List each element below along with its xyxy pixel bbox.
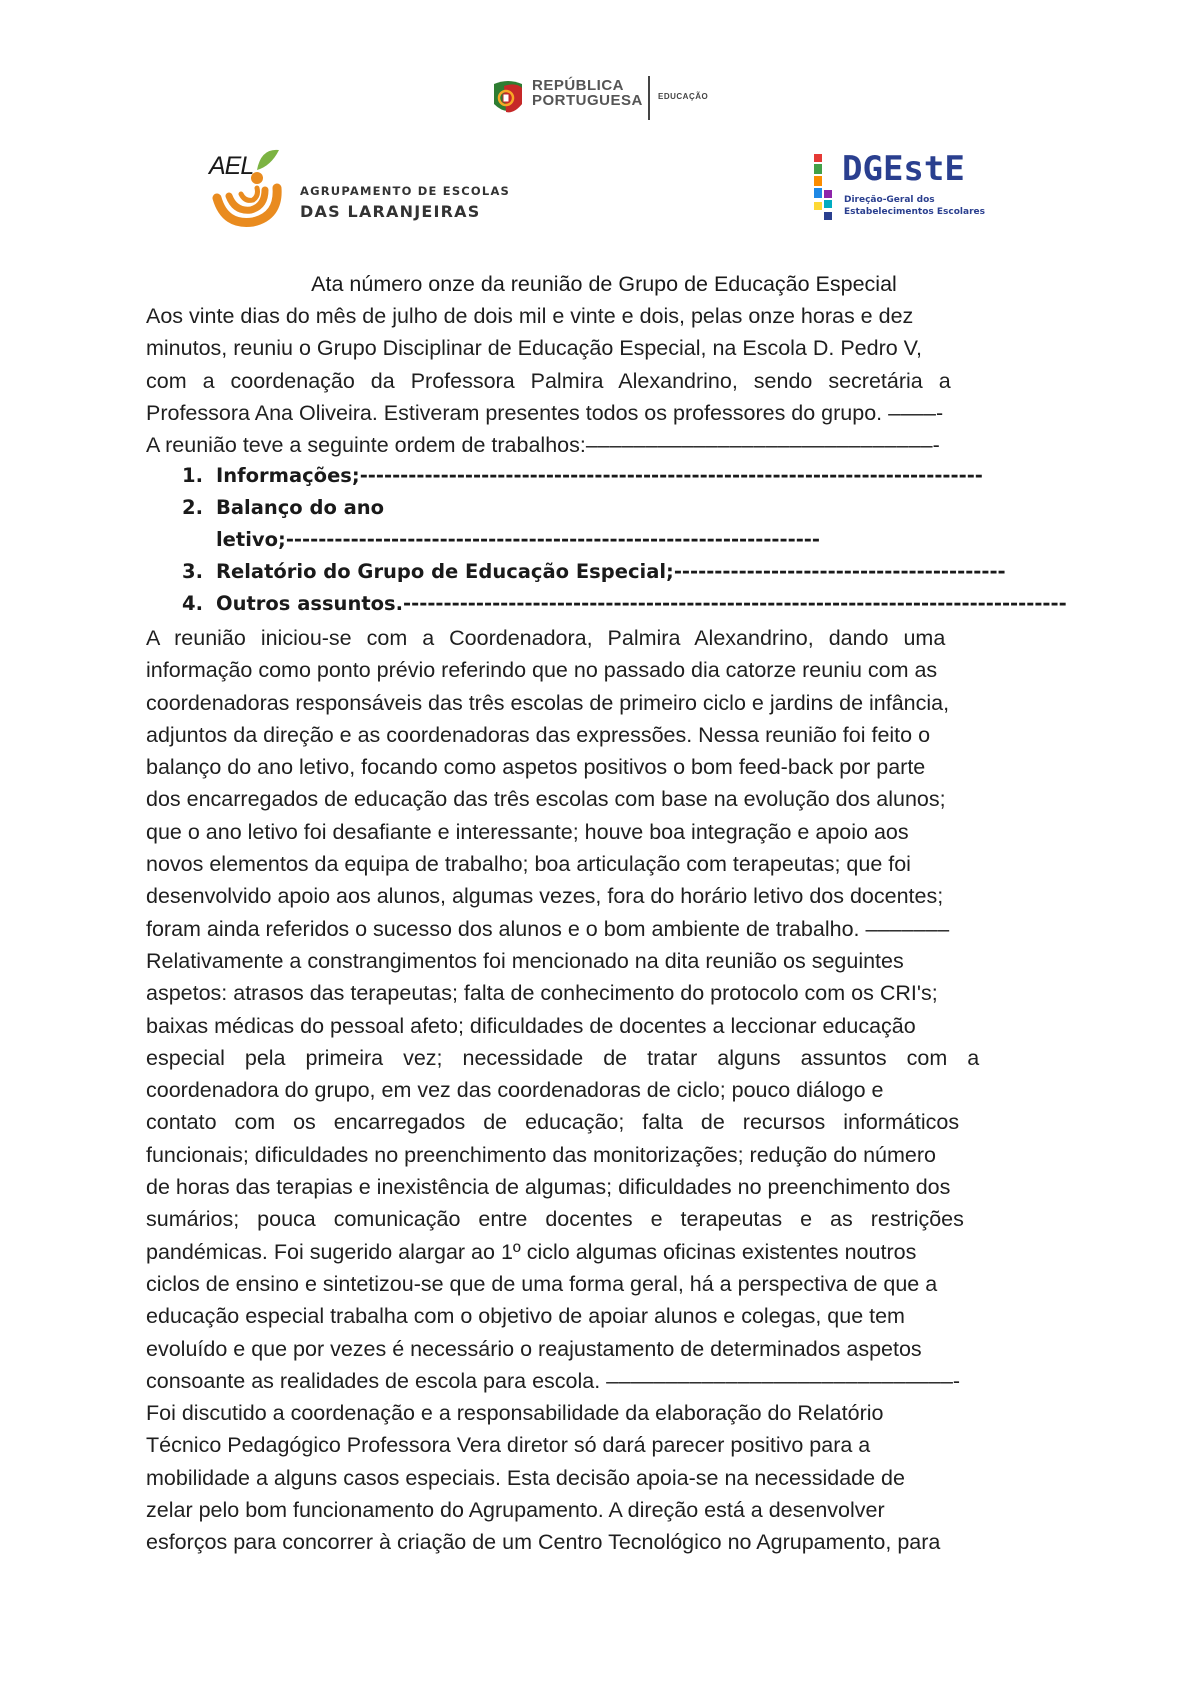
text-line: novos elementos da equipa de trabalho; boa articulação com terapeutas; que foi: [146, 852, 911, 877]
text-line: mobilidade a alguns casos especiais. Esta decisão apoia-se na necessidade de: [146, 1465, 905, 1490]
republica-text: REPÚBLICA PORTUGUESA: [532, 77, 643, 109]
text-line: contato com os encarregados de educação; falta de recursos informáticos: [146, 1110, 960, 1135]
document-title: Ata número onze da reunião de Grupo de Educação Especial: [311, 272, 897, 296]
text-line: coordenadoras responsáveis das três escolas de primeiro ciclo e jardins de infância,: [146, 690, 950, 715]
text-line: que o ano letivo foi desafiante e interessante; houve boa integração e apoio aos: [146, 819, 909, 844]
dgeste-squares-icon: [812, 150, 842, 230]
text-line: Aos vinte dias do mês de julho de dois mil e vinte e dois, pelas onze horas e dez: [146, 304, 914, 328]
text-line: coordenadora do grupo, em vez das coordenadoras de ciclo; pouco diálogo e: [146, 1078, 884, 1103]
intro-paragraph: [146, 300, 1062, 461]
text-line: adjuntos da direção e as coordenadoras das expressões. Nessa reunião foi feito o: [146, 722, 931, 747]
ael-line2: DAS LARANJEIRAS: [300, 202, 481, 221]
text-line: Foi discutido a coordenação e a responsabilidade da elaboração do Relatório: [146, 1401, 884, 1426]
text-line: sumários; pouca comunicação entre docentes e terapeutas e as restrições: [146, 1207, 964, 1232]
text-line: especial pela primeira vez; necessidade de tratar alguns assuntos com a: [146, 1045, 980, 1070]
text-line: informação como ponto prévio referindo que no passado dia catorze reuniu com as: [146, 658, 938, 683]
text-line: esforços para concorrer à criação de um Centro Tecnológico no Agrupamento, para: [146, 1530, 941, 1555]
ael-line1: AGRUPAMENTO DE ESCOLAS: [300, 184, 511, 198]
text-line: ciclos de ensino e sintetizou-se que de uma forma geral, há a perspectiva de que a: [146, 1271, 938, 1296]
text-line: evoluído e que por vezes é necessário o reajustamento de determinados aspetos: [146, 1336, 922, 1361]
text-line: minutos, reuniu o Grupo Disciplinar de Educação Especial, na Escola D. Pedro V,: [146, 336, 923, 361]
dgeste-logo: [812, 150, 1012, 235]
ael-mark-text: AEL: [209, 152, 254, 180]
agenda-item: 1. Informações;-----------------------------------------------------------------------------: [182, 464, 983, 487]
text-line: Professora Ana Oliveira. Estiveram presentes todos os professores do grupo. ––––-: [146, 400, 944, 425]
text-line: zelar pelo bom funcionamento do Agrupamento. A direção está a desenvolver: [146, 1498, 885, 1523]
text-line: com a coordenação da Professora Palmira Alexandrino, sendo secretária a: [146, 368, 951, 393]
agenda-item-continuation: letivo;------------------------------------------------------------------: [216, 528, 820, 551]
header-divider: [648, 76, 650, 120]
dgeste-title: DGEstE: [842, 149, 965, 189]
text-line: funcionais; dificuldades no preenchimento das monitorizações; redução do número: [146, 1142, 936, 1167]
text-line: Relativamente a constrangimentos foi mencionado na dita reunião os seguintes: [146, 948, 904, 973]
text-line: A reunião iniciou-se com a Coordenadora, Palmira Alexandrino, dando uma: [146, 626, 946, 650]
portugal-emblem-icon: [490, 76, 526, 120]
ael-school-logo: [205, 140, 515, 240]
text-line: desenvolvido apoio aos alunos, algumas vezes, fora do horário letivo dos docentes;: [146, 884, 944, 909]
text-line: A reunião teve a seguinte ordem de trabalhos:–––––––––––––––––––––––––––––-: [146, 433, 940, 458]
agenda-item: 4. Outros assuntos.----------------------------------------------------------------------------------: [182, 592, 1067, 615]
republica-portuguesa-logo: [490, 72, 730, 124]
dgeste-subtitle: Direção-Geral dos Estabelecimentos Escolares: [844, 195, 985, 217]
agenda-item: 2. Balanço do ano: [182, 496, 385, 519]
text-line: pandémicas. Foi sugerido alargar ao 1º ciclo algumas oficinas existentes noutros: [146, 1239, 917, 1264]
text-line: dos encarregados de educação das três escolas com base na evolução dos alunos;: [146, 787, 946, 812]
text-line: balanço do ano letivo, focando como aspetos positivos o bom feed-back por parte: [146, 755, 926, 780]
text-line: Técnico Pedagógico Professora Vera diretor só dará parecer positivo para a: [146, 1433, 871, 1458]
agenda-item: 3. Relatório do Grupo de Educação Especial;-----------------------------------------: [182, 560, 1006, 583]
text-line: de horas das terapias e inexistência de algumas; dificuldades no preenchimento dos: [146, 1175, 951, 1200]
ministry-label: EDUCAÇÃO: [658, 92, 709, 101]
text-line: educação especial trabalha com o objetivo de apoiar alunos e colegas, que tem: [146, 1304, 905, 1329]
text-line: consoante as realidades de escola para escola. –––––––––––––––––––––––––––––-: [146, 1368, 961, 1393]
text-line: aspetos: atrasos das terapeutas; falta de conhecimento do protocolo com os CRI's;: [146, 981, 938, 1006]
text-line: baixas médicas do pessoal afeto; dificuldades de docentes a leccionar educação: [146, 1013, 916, 1038]
body-text: [146, 622, 1062, 1559]
text-line: foram ainda referidos o sucesso dos alunos e o bom ambiente de trabalho. –––––––: [146, 916, 950, 941]
